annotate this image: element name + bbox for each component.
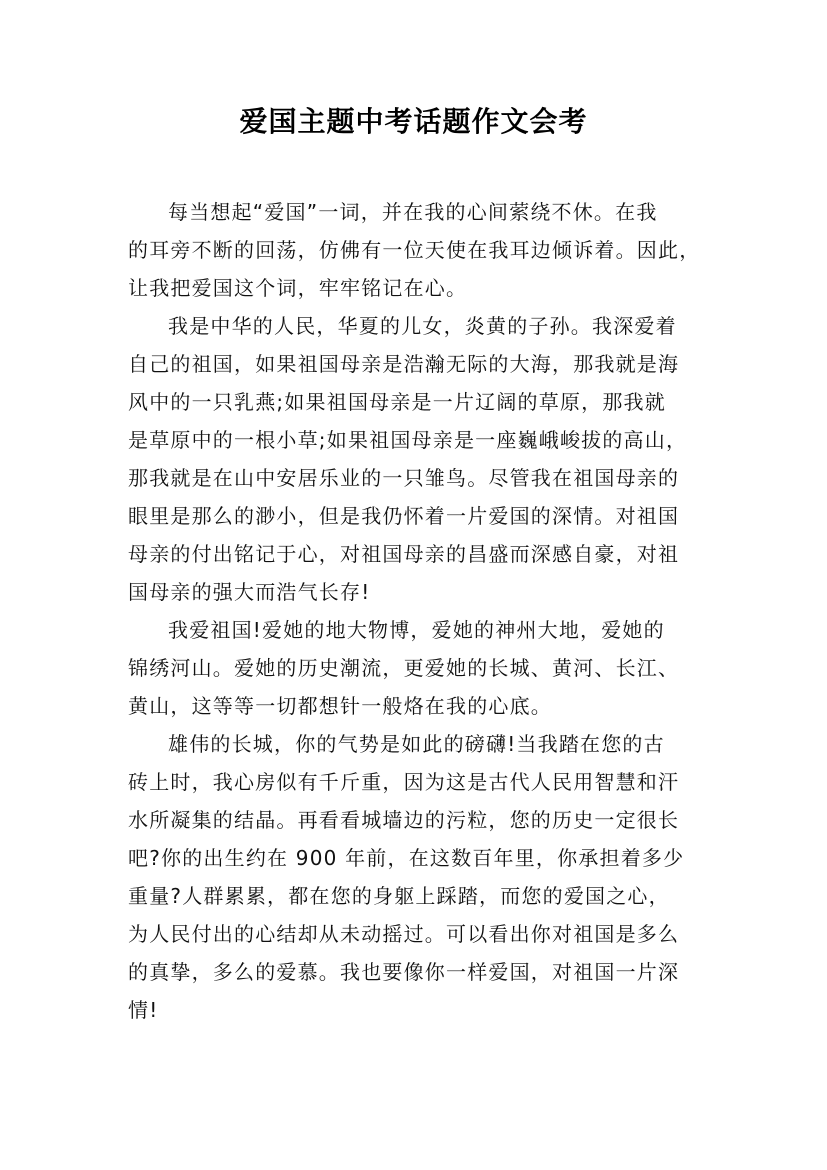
text-line: 风中的一只乳燕;如果祖国母亲是一片辽阔的草原，那我就 <box>128 390 666 414</box>
text-line: 眼里是那么的渺小，但是我仍怀着一片爱国的深情。对祖国 <box>128 504 680 528</box>
text-line: 重量?人群累累，都在您的身躯上踩踏，而您的爱国之心， <box>128 884 670 908</box>
text-line: 吧?你的出生约在 900 年前，在这数百年里，你承担着多少 <box>128 846 685 870</box>
text-line: 是草原中的一根小草;如果祖国母亲是一座巍峨峻拔的高山， <box>128 428 688 452</box>
text-line: 国母亲的强大而浩气长存! <box>128 580 371 604</box>
text-line: 为人民付出的心结却从未动摇过。可以看出你对祖国是多么 <box>128 922 680 946</box>
text-line: 雄伟的长城，你的气势是如此的磅礴!当我踏在您的古 <box>168 732 665 756</box>
text-line: 的耳旁不断的回荡，仿佛有一位天使在我耳边倾诉着。因此， <box>128 238 701 262</box>
text-line: 砖上时，我心房似有千斤重，因为这是古代人民用智慧和汗 <box>128 770 680 794</box>
text-line: 让我把爱国这个词，牢牢铭记在心。 <box>128 276 468 300</box>
text-line: 母亲的付出铭记于心，对祖国母亲的昌盛而深感自豪，对祖 <box>128 542 680 566</box>
text-line: 那我就是在山中安居乐业的一只雏鸟。尽管我在祖国母亲的 <box>128 466 680 490</box>
text-line: 我爱祖国!爱她的地大物博，爱她的神州大地，爱她的 <box>168 618 665 642</box>
text-line: 自己的祖国，如果祖国母亲是浩瀚无际的大海，那我就是海 <box>128 352 680 376</box>
text-line: 水所凝集的结晶。再看看城墙边的污粒，您的历史一定很长 <box>128 808 680 832</box>
text-line: 黄山，这等等一切都想针一般烙在我的心底。 <box>128 694 552 718</box>
text-line: 情! <box>128 998 159 1022</box>
text-line: 锦绣河山。爱她的历史潮流，更爱她的长城、黄河、长江、 <box>128 656 680 680</box>
document-title: 爱国主题中考话题作文会考 <box>239 105 588 138</box>
text-line: 每当想起“爱国”一词，并在我的心间萦绕不休。在我 <box>168 200 658 224</box>
text-line: 的真挚，多么的爱慕。我也要像你一样爱国，对祖国一片深 <box>128 960 680 984</box>
text-line: 我是中华的人民，华夏的儿女，炎黄的子孙。我深爱着 <box>168 314 677 338</box>
